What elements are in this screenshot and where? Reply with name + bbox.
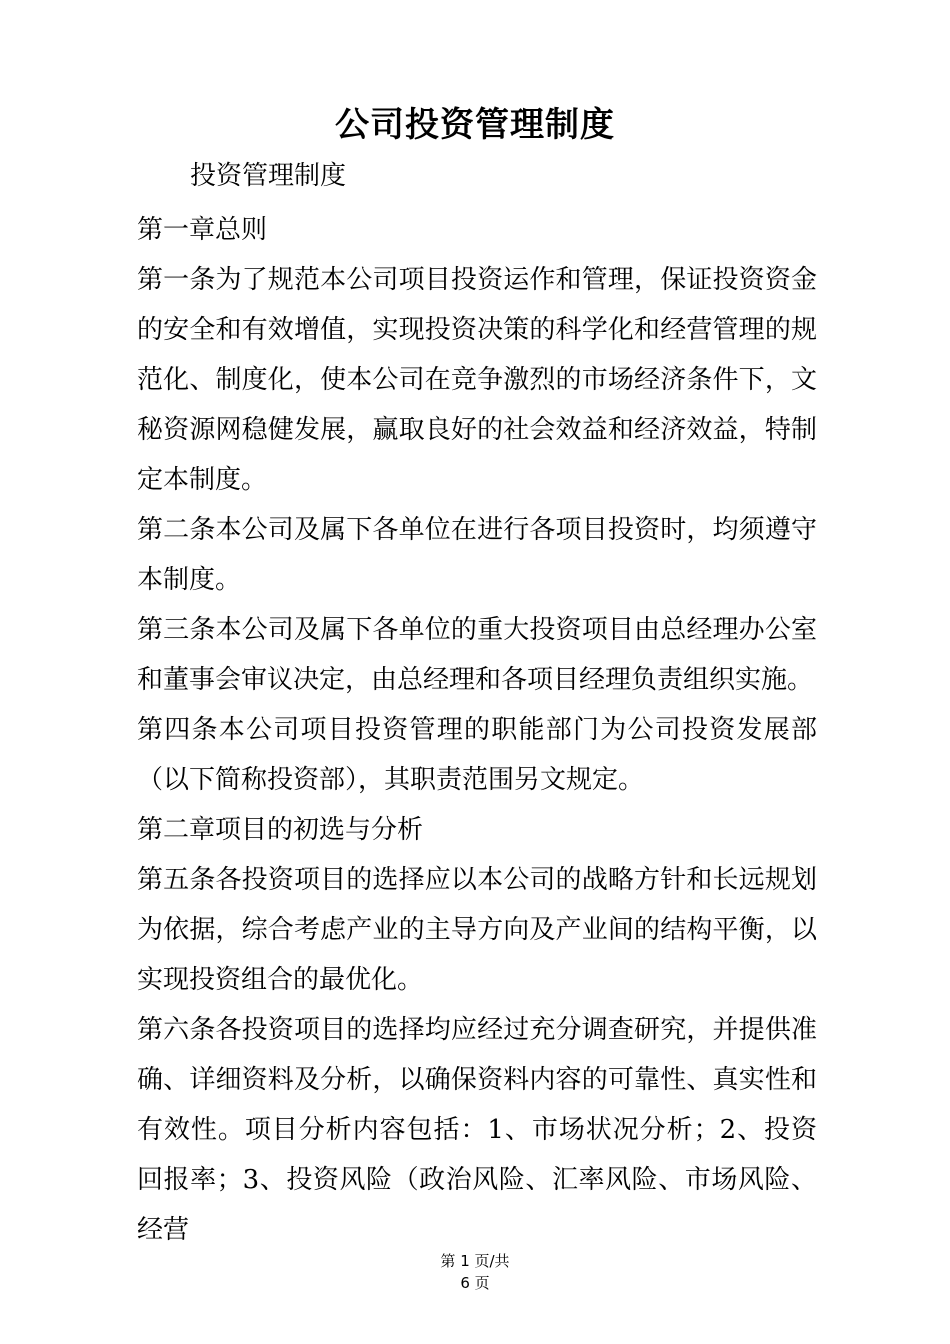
article-paragraph: 第三条本公司及属下各单位的重大投资项目由总经理办公室和董事会审议决定，由总经理和各项目经理负责组织实施。 (137, 615, 817, 695)
chapter-heading: 第一章总则 (137, 215, 268, 245)
article-paragraph: 第二条本公司及属下各单位在进行各项目投资时，均须遵守本制度。 (137, 515, 817, 595)
article-paragraph: 第五条各投资项目的选择应以本公司的战略方针和长远规划为依据，综合考虑产业的主导方向及产业间的结构平衡，以实现投资组合的最优化。 (137, 865, 817, 995)
page-footer (0, 1250, 950, 1294)
document-body (137, 205, 817, 1255)
article-paragraph: 第六条各投资项目的选择均应经过充分调查研究，并提供准确、详细资料及分析，以确保资料内容的可靠性、真实性和有效性。项目分析内容包括：1、市场状况分析；2、投资回报率；3、投资风险（政治风险、汇率风险、市场风险、经营 (137, 1015, 817, 1245)
article-paragraph: 第一条为了规范本公司项目投资运作和管理，保证投资资金的安全和有效增值，实现投资决策的科学化和经营管理的规范化、制度化，使本公司在竞争激烈的市场经济条件下，文秘资源网稳健发展，赢取良好的社会效益和经济效益，特制定本制度。 (137, 265, 817, 495)
document-subtitle: 投资管理制度 (190, 161, 347, 191)
document-title: 公司投资管理制度 (335, 105, 615, 145)
chapter-heading: 第二章项目的初选与分析 (137, 815, 424, 845)
page-number-line: 第 1 页/共 (440, 1252, 510, 1270)
article-paragraph: 第四条本公司项目投资管理的职能部门为公司投资发展部（以下简称投资部），其职责范围另文规定。 (137, 715, 817, 795)
page-total-line: 6 页 (460, 1274, 490, 1292)
